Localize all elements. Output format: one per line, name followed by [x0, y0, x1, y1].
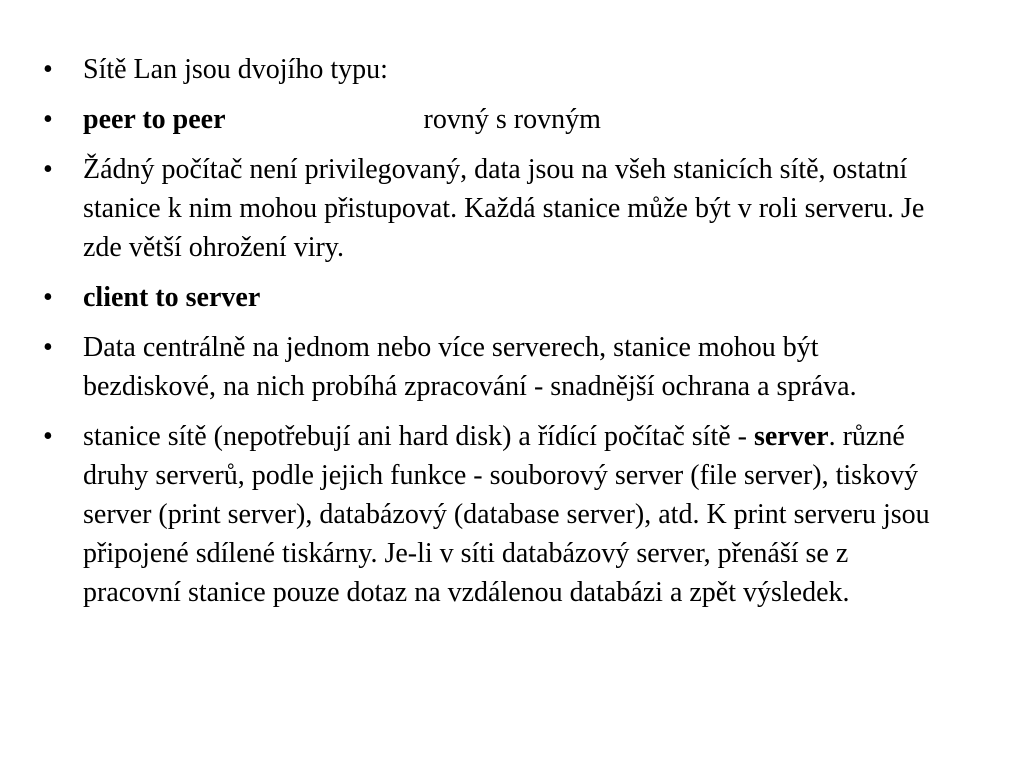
term-peer-to-peer: peer to peer	[83, 104, 226, 135]
bullet-item-client-server-description	[40, 328, 945, 406]
bullet-text: Data centrálně na jednom nebo více serverech, stanice mohou být bezdiskové, na nich probíhá zpracování - snadnější ochrana a správa.	[83, 332, 857, 402]
bullet-item-client-to-server	[40, 278, 945, 317]
bullet-icon: •	[43, 54, 53, 85]
bullet-icon: •	[43, 154, 53, 185]
bullet-icon: •	[43, 282, 53, 313]
bullet-item-peer-description	[40, 150, 945, 267]
bullet-text: Žádný počítač není privilegovaný, data jsou na všeh stanicích sítě, ostatní stanice k nim mohou přistupovat. Každá stanice může být v roli serveru. Je zde větší ohrožení viry.	[83, 154, 925, 263]
bullet-icon: •	[43, 421, 53, 452]
bullet-item-server-types	[40, 417, 945, 612]
bullet-icon: •	[43, 332, 53, 363]
bullet-icon: •	[43, 104, 53, 135]
bullet-item-peer-to-peer	[40, 100, 945, 139]
bullet-item-lan-types	[40, 50, 945, 89]
bullet-text: Sítě Lan jsou dvojího typu:	[83, 54, 388, 85]
bullet-text-after: . různé druhy serverů, podle jejich funkce - souborový server (file server), tiskový server (print server), databázový (database server), atd. K print serveru jsou připojené sdílené tiskárny. Je-li v síti databázový server, přenáší se z pracovní stanice pouze dotaz na vzdálenou databázi a zpět výsledek.	[83, 421, 930, 608]
term-client-to-server: client to server	[83, 282, 261, 313]
bullet-text-before: stanice sítě (nepotřebují ani hard disk) a řídící počítač sítě -	[83, 421, 754, 452]
term-translation: rovný s rovným	[423, 104, 601, 135]
bullet-list	[40, 50, 945, 623]
term-server: server	[754, 421, 829, 452]
